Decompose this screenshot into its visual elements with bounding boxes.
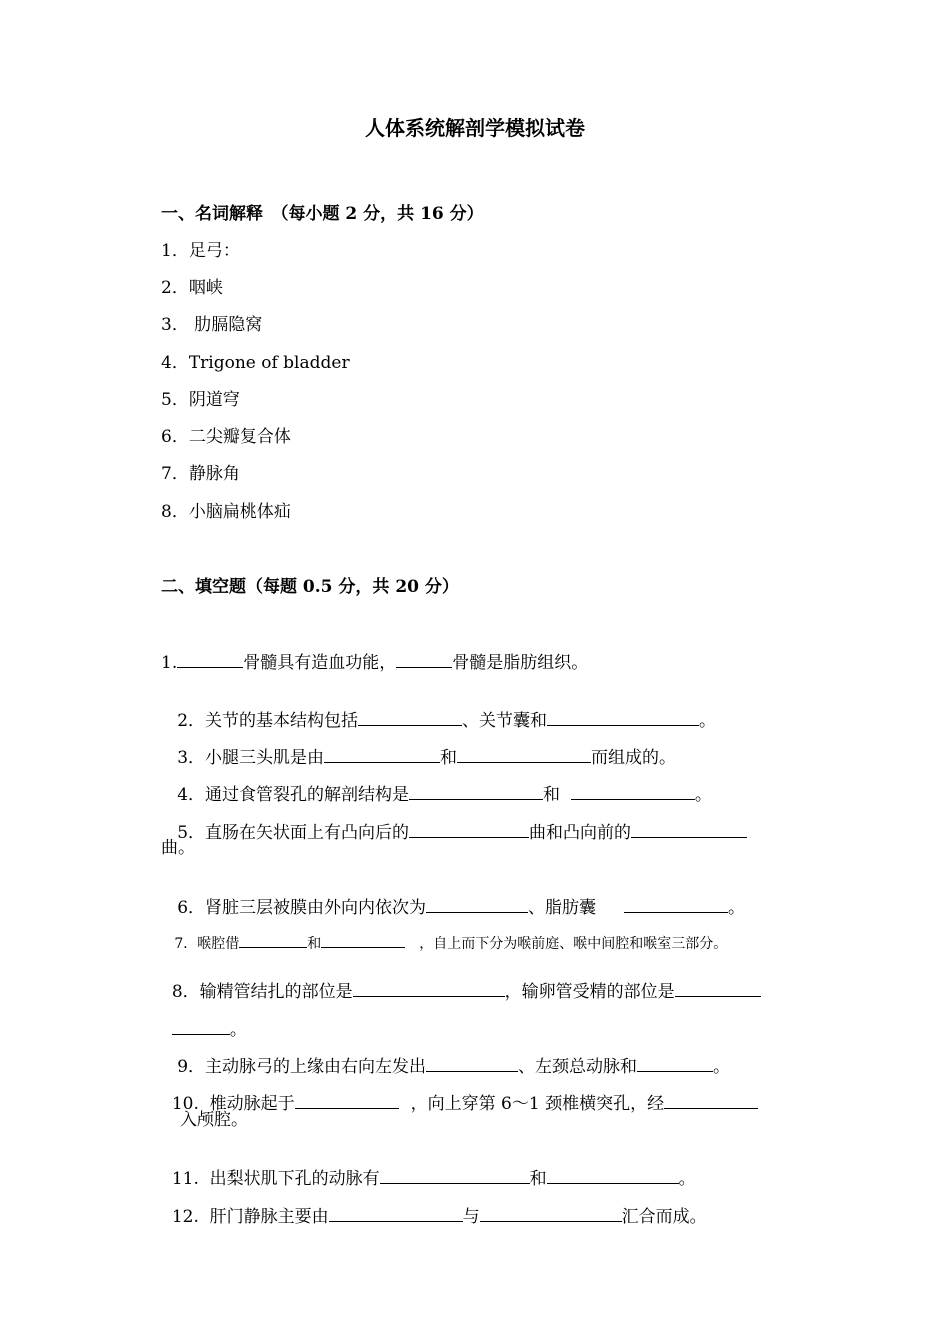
fill-question-10-cont: 入颅腔。 — [180, 1110, 248, 1130]
term-item: 3． 肋膈隐窝 — [161, 315, 263, 335]
answer-blank[interactable] — [321, 934, 405, 948]
term-item: 8．小脑扁桃体疝 — [161, 502, 291, 522]
answer-blank[interactable] — [624, 896, 728, 913]
fill-question-4: 4．通过食管裂孔的解剖结构是 和 。 — [171, 785, 712, 805]
answer-blank[interactable] — [239, 934, 307, 948]
section1-heading: 一、名词解释 （每小题 2 分，共 16 分） — [161, 204, 484, 224]
term-item: 7．静脉角 — [161, 464, 240, 484]
answer-blank[interactable] — [329, 1205, 463, 1222]
fill-question-1: 1. 骨髓具有造血功能， 骨髓是脂肪组织。 — [161, 653, 589, 673]
term-item: 2．咽峡 — [161, 278, 223, 298]
fill-question-5-cont: 曲。 — [161, 838, 195, 858]
term-item: 5．阴道穹 — [161, 390, 240, 410]
fill-question-10: 10. 椎动脉起于 ，向上穿第 6～1 颈椎横突孔，经 — [161, 1072, 758, 1114]
answer-blank[interactable] — [631, 821, 747, 838]
fill-question-9: 9．主动脉弓的上缘由右向左发出 、左颈总动脉和 。 — [171, 1057, 731, 1077]
answer-blank[interactable] — [426, 896, 528, 913]
answer-blank[interactable] — [409, 821, 529, 838]
answer-blank[interactable] — [177, 651, 243, 668]
answer-blank[interactable] — [358, 709, 462, 726]
term-item: 4．Trigone of bladder — [161, 353, 350, 373]
answer-blank[interactable] — [571, 783, 695, 800]
answer-blank[interactable] — [675, 980, 761, 997]
fill-question-11: 11. 出梨状肌下孔的动脉有 和 。 — [171, 1169, 696, 1189]
fill-question-8: 8．输精管结扎的部位是 ，输卵管受精的部位是 — [161, 960, 761, 1002]
section2-heading: 二、填空题（每题 0.5 分，共 20 分） — [161, 577, 459, 597]
term-item: 6．二尖瓣复合体 — [161, 427, 291, 447]
answer-blank[interactable] — [664, 1092, 758, 1109]
page-title: 人体系统解剖学模拟试卷 — [365, 116, 585, 140]
fill-question-2: 2．关节的基本结构包括 、关节囊和 。 — [171, 711, 717, 731]
answer-blank[interactable] — [426, 1055, 518, 1072]
fill-question-7: 7．喉腔借 和 ，自上而下分为喉前庭、喉中间腔和喉室三部分。 — [169, 936, 728, 952]
answer-blank[interactable] — [295, 1092, 399, 1109]
fill-question-6: 6．肾脏三层被膜由外向内依次为 、脂肪囊 。 — [171, 898, 746, 918]
fill-question-5: 5．直肠在矢状面上有凸向后的 曲和凸向前的 — [161, 801, 747, 843]
answer-blank[interactable] — [409, 783, 543, 800]
answer-blank[interactable] — [324, 746, 440, 763]
answer-blank[interactable] — [457, 746, 591, 763]
answer-blank[interactable] — [172, 1018, 230, 1035]
answer-blank[interactable] — [637, 1055, 713, 1072]
fill-question-8-cont: 。 — [161, 998, 247, 1040]
answer-blank[interactable] — [396, 651, 452, 668]
answer-blank[interactable] — [480, 1205, 622, 1222]
term-item: 1．足弓： — [161, 241, 240, 261]
answer-blank[interactable] — [380, 1167, 530, 1184]
answer-blank[interactable] — [547, 709, 699, 726]
fill-question-3: 3．小腿三头肌是由 和 而组成的。 — [171, 748, 677, 768]
fill-question-12: 12. 肝门静脉主要由 与 汇合而成。 — [171, 1207, 707, 1227]
answer-blank[interactable] — [353, 980, 505, 997]
answer-blank[interactable] — [547, 1167, 679, 1184]
